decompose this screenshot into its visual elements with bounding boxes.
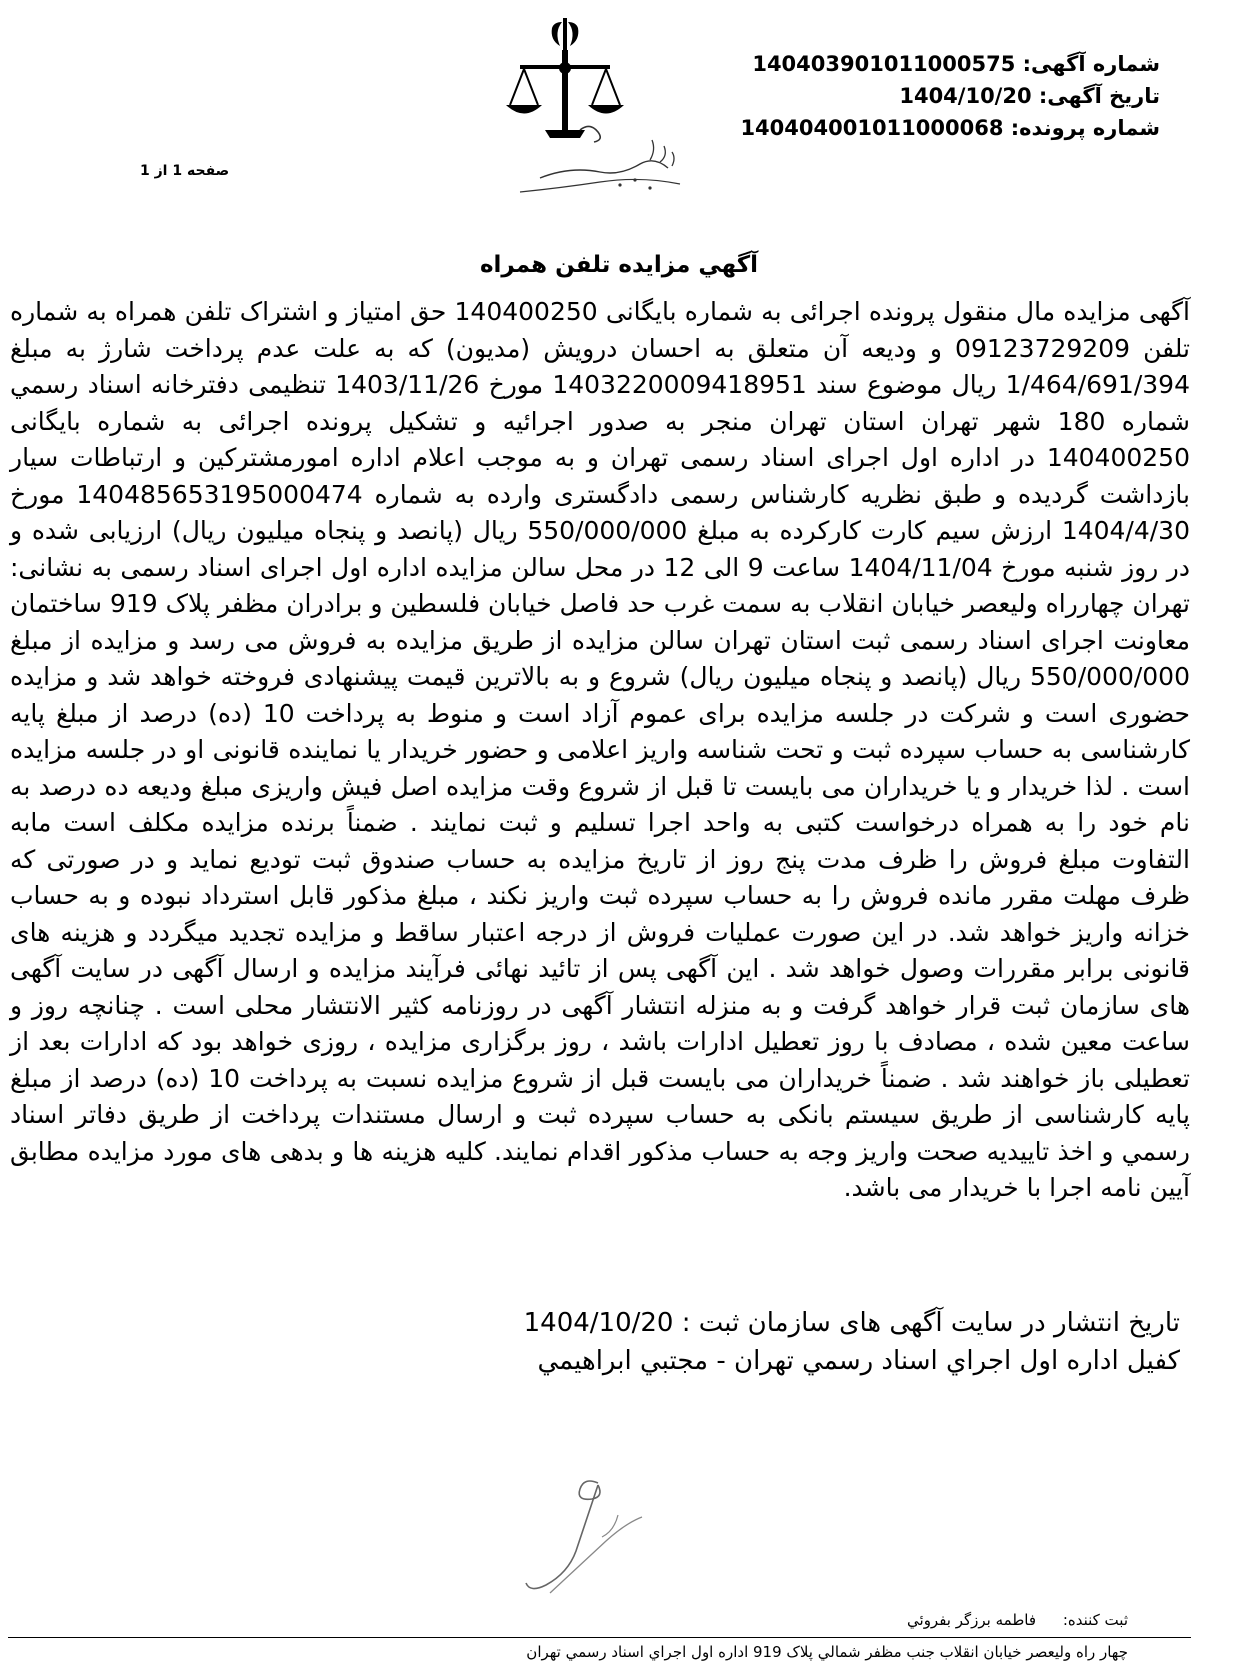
footer-address: چهار راه وليعصر خيابان انقلاب جنب مظفر شمالي پلاک 919 اداره اول اجراي اسناد رسمي تهران	[526, 1643, 1128, 1661]
notice-number-label: شماره آگهی:	[1022, 52, 1160, 76]
notice-title: آگهي مزايده تلفن همراه	[479, 252, 759, 278]
notice-metadata	[740, 48, 1160, 144]
case-number: 14040400101100006​8	[740, 116, 1004, 140]
notice-number-row	[740, 48, 1160, 80]
case-number-row	[740, 112, 1160, 144]
signatory-line: کفيل اداره اول اجراي اسناد رسمي تهران - مجتبي ابراهيمي	[537, 1346, 1180, 1376]
judiciary-emblem-logo	[500, 10, 730, 210]
footer-divider	[8, 1637, 1191, 1638]
notice-date: 1404/10/20	[899, 84, 1032, 108]
notice-date-row	[740, 80, 1160, 112]
registrar-label: ثبت کننده:	[1062, 1611, 1128, 1629]
page-label: صفحه 1 از 1	[140, 163, 230, 179]
handwritten-signature	[480, 1455, 680, 1605]
notice-body: آگهی مزایده مال منقول پرونده اجرائی به شماره بایگانی 140400250 حق امتیاز و اشتراک تلفن همراه به شماره تلفن 09123729209 و ودیعه آن متعلق به احسان درویش (مدیون) که به علت عدم پرداخت شارژ به مبلغ 1/464/691/394 ریال موضوع سند 140322000941895​1 مورخ 1403/11/26 تنظیمی دفترخانه اسناد رسمي شماره 180 شهر تهران استان تهران منجر به صدور اجرائیه و تشکیل پرونده اجرائی به شماره بایگانی 140400250 در اداره اول اجرای اسناد رسمی تهران و به موجب اعلام اداره امورمشترکین و ارتباطات سیار بازداشت گردیده و طبق نظریه کارشناس رسمی دادگستری وارده به شماره 14048565319500047​4 مورخ 1404/4/30 ارزش سیم کارت کارکرده به مبلغ 550/000/000 ریال (پانصد و پنجاه میلیون ریال) ارزیابی شده و در روز شنبه مورخ 1404/11/04 ساعت 9 الی 12 در محل سالن مزایده اداره اول اجرای اسناد رسمی به نشانی: تهران چهارراه ولیعصر خیابان انقلاب به سمت غرب حد فاصل خیابان فلسطین و برادران مظفر پلاک 919 ساختمان معاونت اجرای اسناد رسمی ثبت استان تهران سالن مزایده از طریق مزایده به فروش می رسد و مزایده از مبلغ 550/000/000 ریال (پانصد و پنجاه میلیون ریال) شروع و به بالاترین قیمت پیشنهادی فروخته خواهد شد و مزایده حضوری است و شرکت در جلسه مزایده برای عموم آزاد است و منوط به پرداخت 10 (ده) درصد از مبلغ پایه کارشناسی به حساب سپرده ثبت و تحت شناسه واریز اعلامی و حضور خریدار یا نماینده قانونی او در جلسه مزایده است . لذا خریدار و یا خریداران می بایست تا قبل از شروع وقت مزایده اصل فیش واریزی مبلغ ودیعه ده درصد به نام خود را به همراه درخواست کتبی به واحد اجرا تسلیم و ثبت نمایند . ضمناً برنده مزایده مکلف است مابه التفاوت مبلغ فروش را ظرف مدت پنج روز از تاریخ مزایده به حساب صندوق ثبت تودیع نماید و در صورتی که ظرف مهلت مقرر مانده فروش را به حساب سپرده ثبت واریز نکند ، مبلغ مذکور قابل استرداد نبوده و به حساب خزانه واریز خواهد شد. در این صورت عملیات فروش از درجه اعتبار ساقط و مزایده تجدید میگردد و هزینه های قانونی برابر مقررات وصول خواهد شد . این آگهی پس از تائید نهائی فرآیند مزایده و ارسال آگهی در سایت آگهی های سازمان ثبت قرار خواهد گرفت و به منزله انتشار آگهی در روزنامه کثیر الانتشار محلی است . چنانچه روز و ساعت معین شده ، مصادف با روز تعطیل ادارات باشد ، روز برگزاری مزایده ، روزی خواهد بود که ادارات بعد از تعطیلی باز خواهند شد . ضمناً خریداران می بایست قبل از شروع مزایده نسبت به پرداخت 10 (ده) درصد از مبلغ پایه کارشناسی از طریق سیستم بانکی به حساب سپرده ثبت و ارسال مستندات پرداخت از طریق دفاتر اسناد رسمي و اخذ تاییدیه صحت واریز وجه به حساب مذکور اقدام نمایند. کلیه هزینه ها و بدهی های مورد مزایده مطابق آیین نامه اجرا با خریدار می باشد.	[10, 297, 1191, 1202]
registrar-name: فاطمه برزگر بفروئي	[907, 1611, 1037, 1629]
notice-date-label: تاریخ آگهی:	[1038, 84, 1160, 108]
publication-date-line: تاریخ انتشار در سایت آگهی های سازمان ثبت : 1404/10/20	[523, 1308, 1180, 1338]
notice-number: 14040390101100057​5	[752, 52, 1016, 76]
case-number-label: شماره پرونده:	[1010, 116, 1160, 140]
registrar-row	[907, 1611, 1128, 1629]
